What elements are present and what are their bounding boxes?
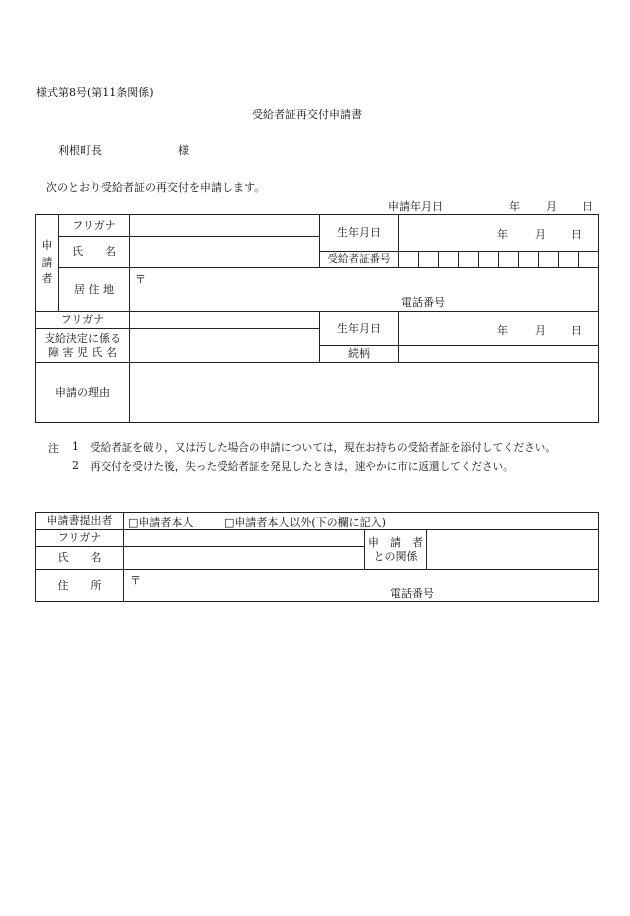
submitter-label: 申請書提出者 — [46, 514, 113, 528]
furigana-field[interactable] — [130, 215, 319, 236]
submitter-furigana-label: フリガナ — [57, 531, 102, 545]
submitter-postal-mark: 〒 — [130, 574, 141, 587]
application-date-year: 年 — [509, 200, 520, 213]
child-birthdate-label: 生年月日 — [337, 321, 381, 335]
name-label: 氏 名 — [72, 245, 116, 259]
note-2-number: 2 — [72, 459, 79, 472]
submitter-name-label: 氏 名 — [57, 551, 102, 565]
note-1-number: 1 — [72, 440, 79, 453]
applicant-vertical-label: 申 請 者 — [41, 239, 53, 286]
application-date-month: 月 — [546, 200, 557, 213]
submitter-phone-label: 電話番号 — [390, 587, 434, 600]
relationship-label: 続柄 — [348, 347, 370, 361]
birthdate-label: 生年月日 — [337, 226, 381, 240]
note-1-text: 受給者証を破り，又は汚した場合の申請については，現在お持ちの受給者証を添付してください。 — [90, 442, 556, 454]
birthdate-day: 日 — [571, 228, 582, 241]
name-field[interactable] — [130, 237, 319, 267]
honorific: 様 — [178, 144, 189, 157]
child-name-label: 支給決定に係る 障 害 児 氏 名 — [44, 331, 121, 359]
form-number: 様式第8号(第11条関係) — [36, 86, 154, 99]
reason-label: 申請の理由 — [55, 385, 110, 399]
child-birthdate-year: 年 — [497, 324, 508, 337]
postal-mark: 〒 — [135, 273, 146, 286]
submitter-address-label: 住 所 — [57, 578, 102, 592]
option-other-checkbox[interactable]: □申請者本人以外(下の欄に記入) — [224, 516, 386, 529]
child-furigana-label: フリガナ — [60, 313, 105, 327]
child-birthdate-month: 月 — [535, 324, 546, 337]
page-title: 受給者証再交付申請書 — [252, 108, 362, 121]
submitter-relationship-label: 申 請 者 との関係 — [368, 535, 423, 563]
furigana-label: フリガナ — [72, 218, 116, 232]
birthdate-year: 年 — [497, 228, 508, 241]
addressee: 利根町長 — [58, 144, 102, 157]
note-2-text: 再交付を受けた後，失った受給者証を発見したときは，速やかに市に返還してください。 — [90, 461, 514, 473]
phone-label: 電話番号 — [401, 296, 445, 309]
child-birthdate-day: 日 — [571, 324, 582, 337]
certificate-number-label: 受給者証番号 — [327, 252, 391, 265]
address-label: 居 住 地 — [74, 282, 114, 296]
application-date-label: 申請年月日 — [388, 200, 443, 213]
notes-label: 注 — [48, 442, 59, 455]
birthdate-month: 月 — [535, 228, 546, 241]
intro-text: 次のとおり受給者証の再交付を申請します。 — [46, 181, 266, 194]
application-date-day: 日 — [582, 200, 593, 213]
option-self-checkbox[interactable]: □申請者本人 — [128, 516, 194, 529]
